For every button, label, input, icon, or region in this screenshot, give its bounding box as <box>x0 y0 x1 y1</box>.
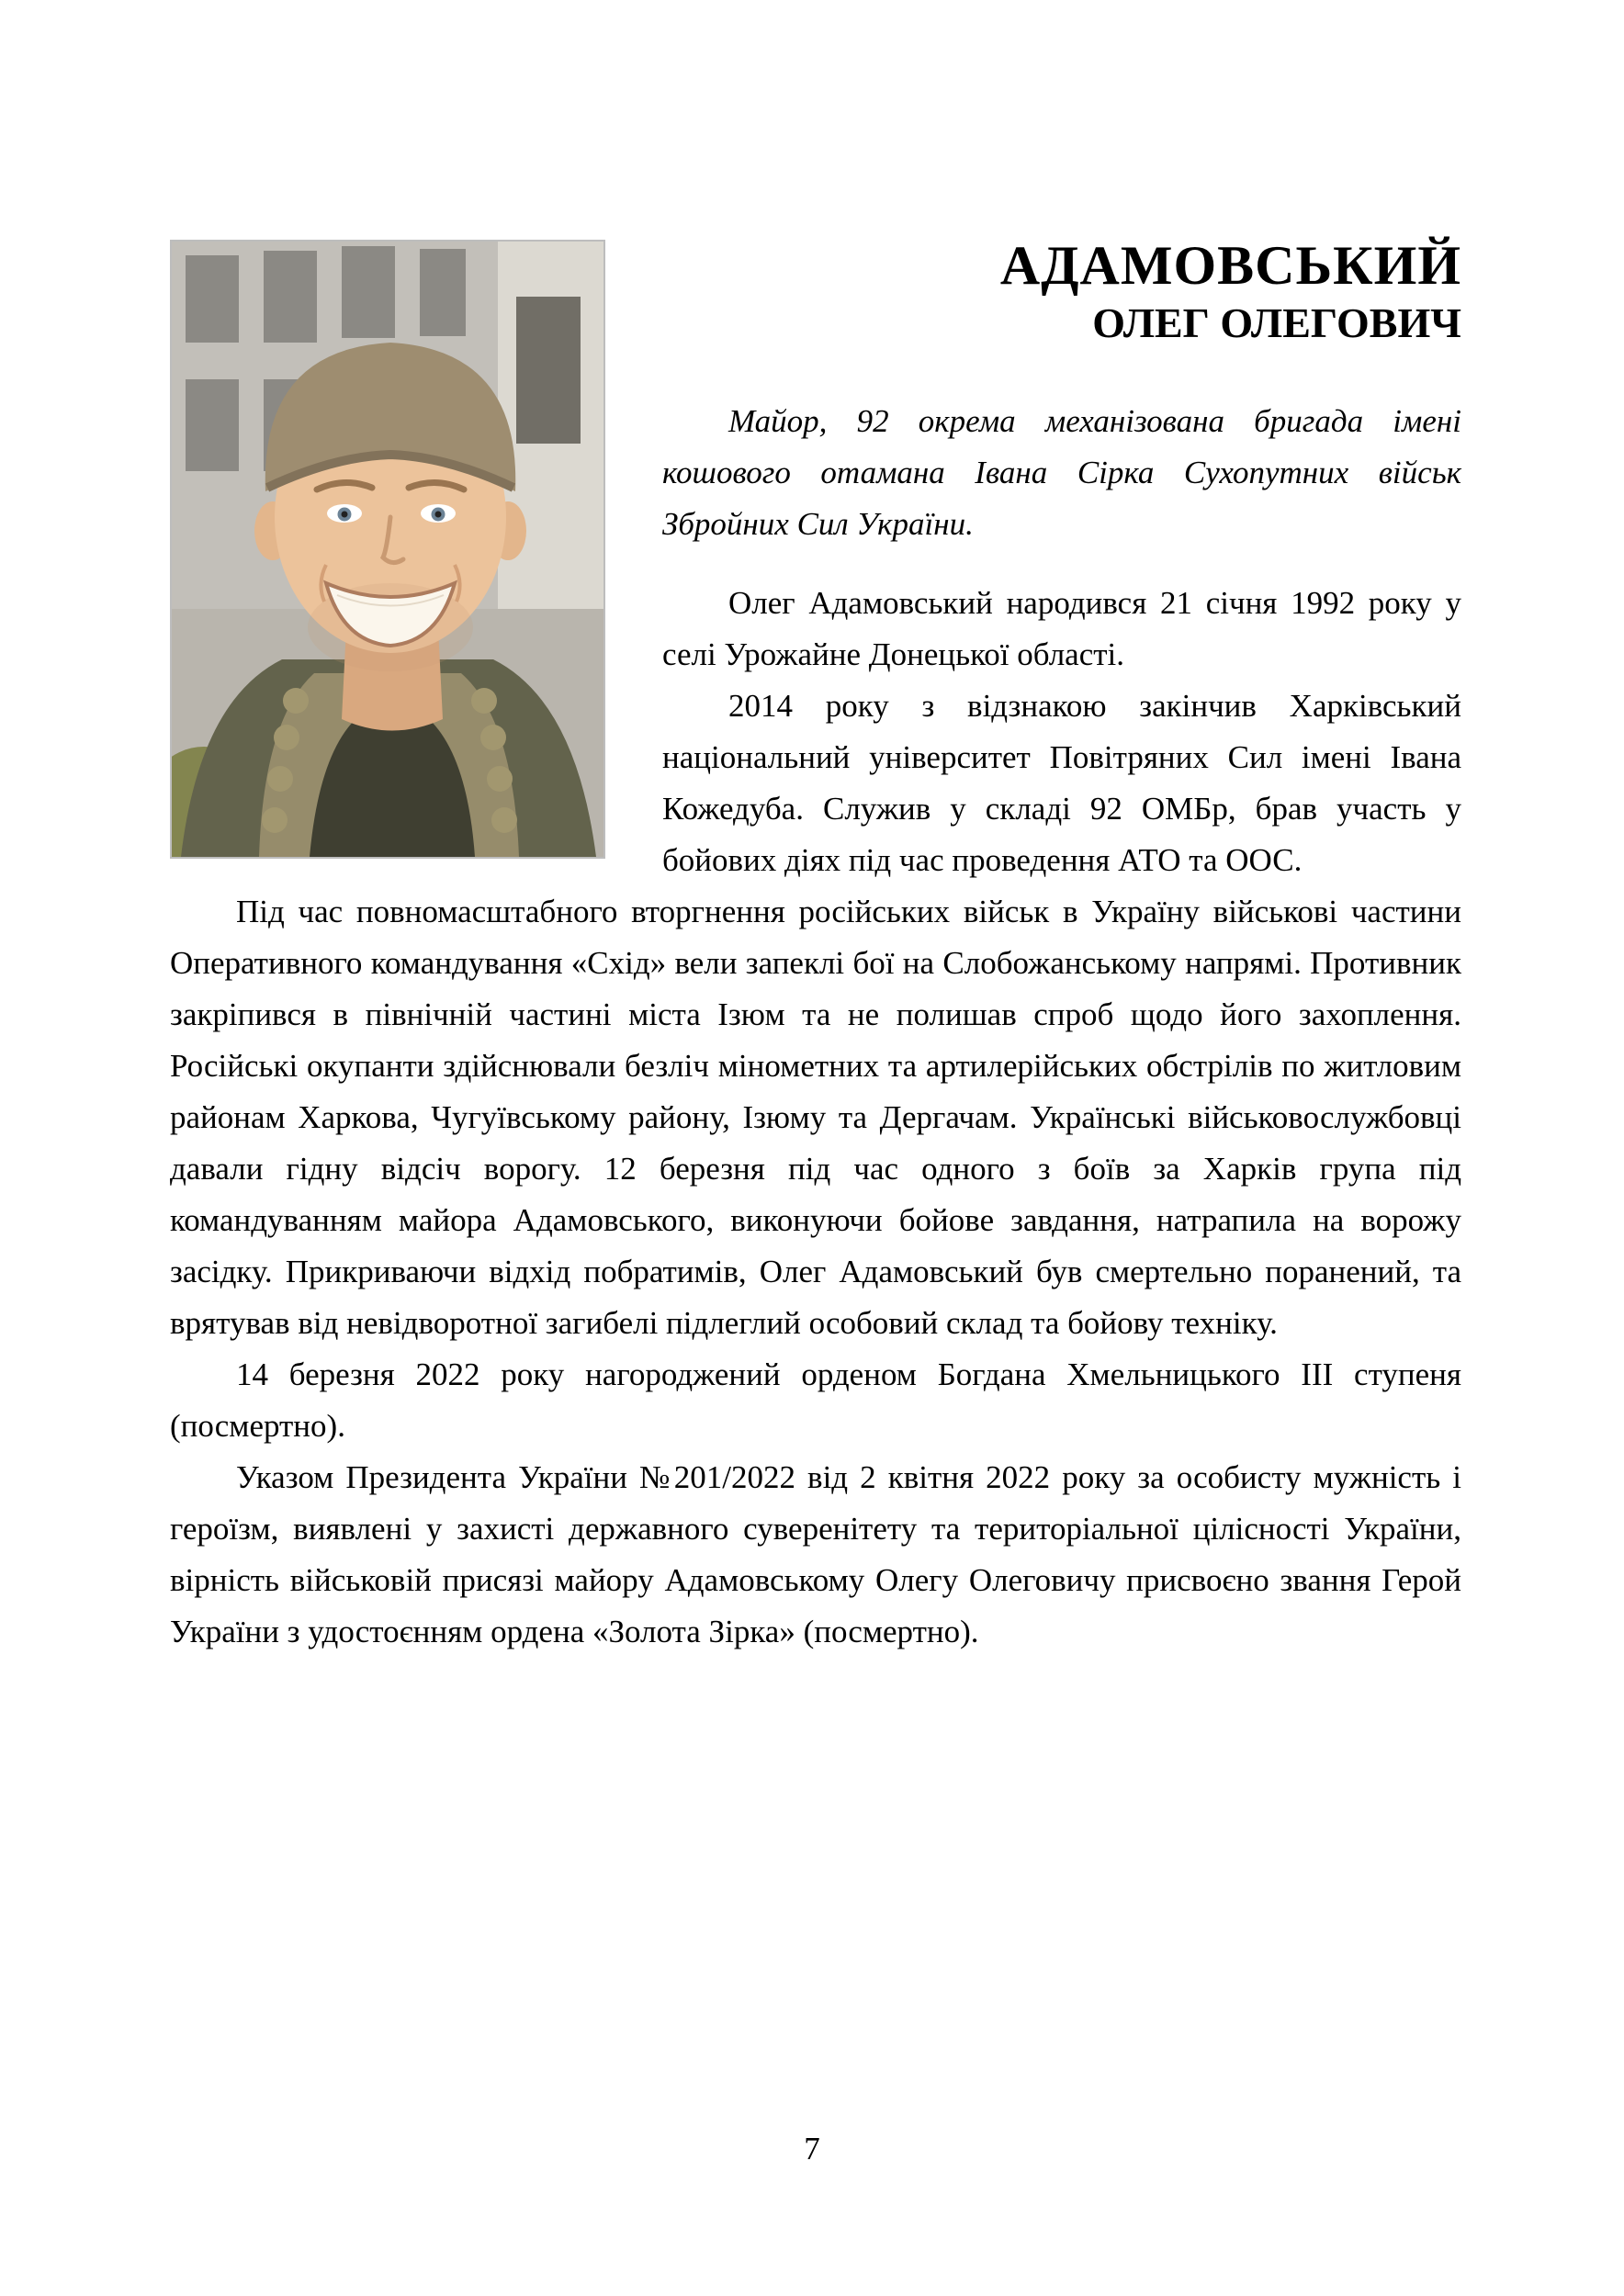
lead-paragraph: Майор, 92 окрема механізована бригада імені кошового отамана Івана Сірка Сухопутних військ Збройних Сил України. <box>662 403 1461 543</box>
body-paragraph-4: 14 березня 2022 року нагороджений орденом Богдана Хмельницького III ступеня (посмертно). <box>170 1356 1461 1445</box>
portrait-illustration <box>172 242 603 857</box>
portrait-photo <box>170 240 605 859</box>
body-paragraph-5: Указом Президента України №201/2022 від 2 квітня 2022 року за особисту мужність і героїзм, виявлені у захисті державного суверенітету та територіальної цілісності України, вірність військовій присязі майору Адамовському Олегу Олеговичу присвоєно звання Герой України з удостоєнням ордена «Золота Зірка» (посмертно). <box>170 1459 1461 1650</box>
title-given-names: ОЛЕГ ОЛЕГОВИЧ <box>1092 299 1461 346</box>
title-surname: АДАМОВСЬКИЙ <box>999 235 1461 296</box>
body-paragraph-1: Олег Адамовський народився 21 січня 1992 року у селі Урожайне Донецької області. <box>662 585 1461 673</box>
body-paragraph-3: Під час повномасштабного вторгнення російських військ в Україну військові частини Оперативного командування «Схід» вели запеклі бої на Слобожанському напрямі. Противник закріпився в північній частині міста Ізюм та не полишав спроб щодо його захоплення. Російські окупанти здійснювали безліч мінометних та артилерійських обстрілів по житловим районам Харкова, Чугуївському району, Ізюму та Дергачам. Українські військовослужбовці давали гідну відсіч ворогу. 12 березня під час одного з боїв за Харків група під командуванням майора Адамовського, виконуючи бойове завдання, натрапила на ворожу засідку. Прикриваючи відхід побратимів, Олег Адамовський був смертельно поранений, та врятував від невідворотної загибелі підлеглий особовий склад та бойову техніку. <box>170 894 1461 1342</box>
body-paragraph-2: 2014 року з відзнакою закінчив Харківський національний університет Повітряних Сил імені Івана Кожедуба. Служив у складі 92 ОМБр, брав участь у бойових діях під час проведення АТО та ООС. <box>662 688 1461 879</box>
page-number: 7 <box>804 2131 820 2167</box>
